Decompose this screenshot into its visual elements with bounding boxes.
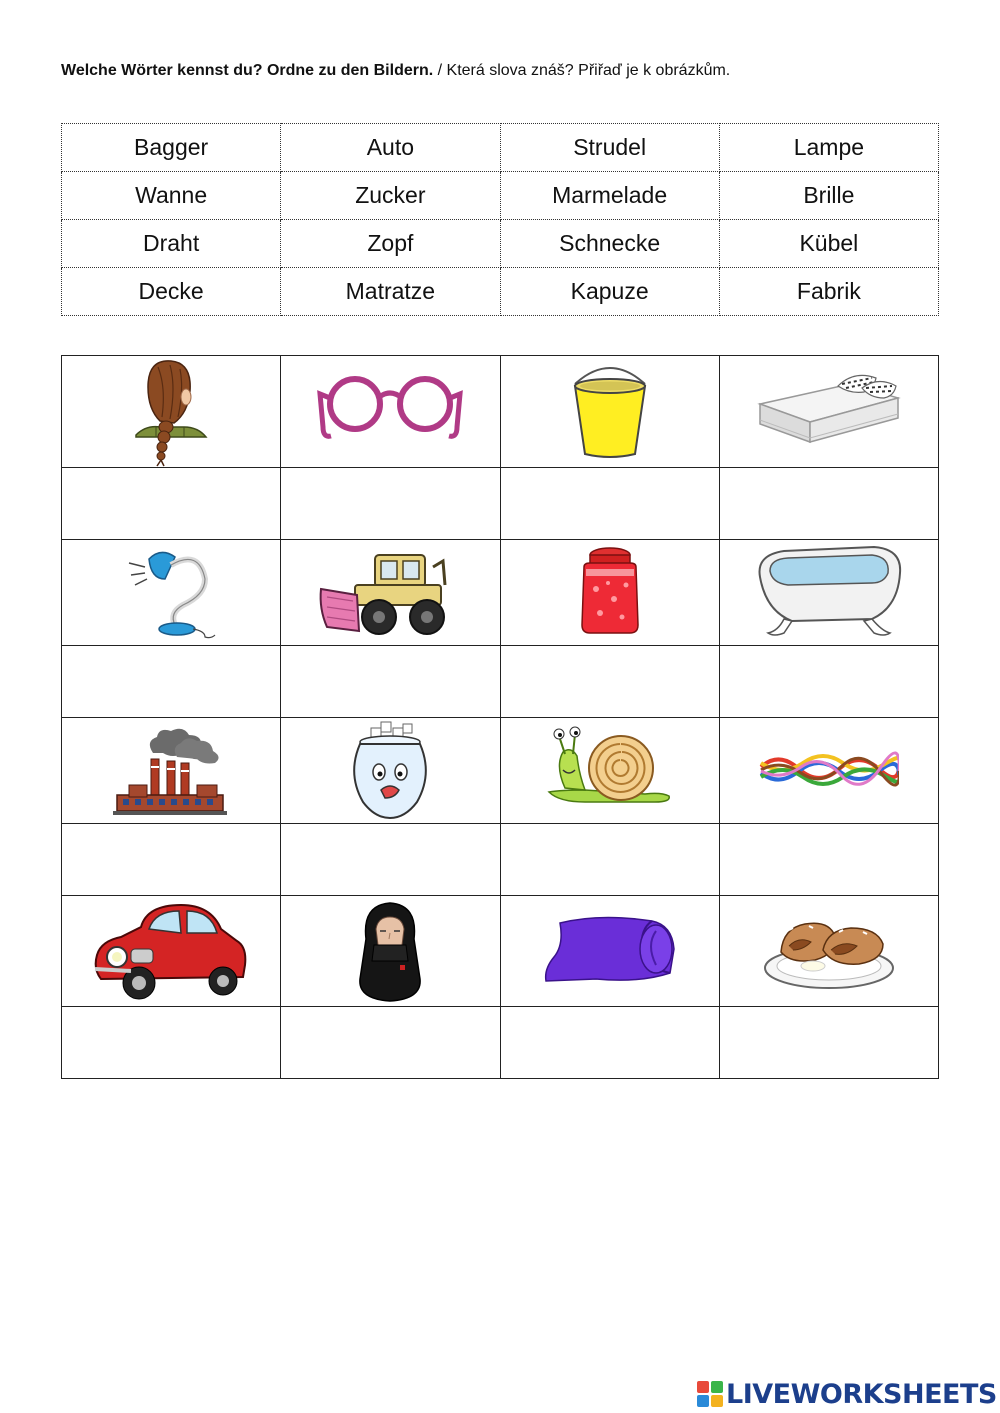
answer-cell-lampe[interactable]: [62, 646, 281, 718]
picture-cell: [281, 718, 500, 824]
word-zucker[interactable]: Zucker: [281, 172, 500, 220]
answer-cell-strudel[interactable]: [719, 1007, 938, 1079]
instruction-czech: / Která slova znáš? Přiřaď je k obrázkům.: [433, 62, 731, 79]
answer-row: [62, 646, 939, 718]
answer-cell-matratze[interactable]: [719, 468, 938, 540]
bulldozer-icon: [315, 545, 465, 640]
picture-cell: [719, 718, 938, 824]
answer-cell-decke[interactable]: [500, 1007, 719, 1079]
word-kapuze[interactable]: Kapuze: [500, 268, 719, 316]
answer-cell-marmelade[interactable]: [500, 646, 719, 718]
picture-cell: [281, 356, 500, 468]
bucket-icon: [565, 362, 655, 462]
word-wanne[interactable]: Wanne: [62, 172, 281, 220]
answer-cell-zopf[interactable]: [62, 468, 281, 540]
word-bank-row: [62, 220, 939, 268]
answer-cell-zucker[interactable]: [281, 824, 500, 896]
picture-cell: [719, 540, 938, 646]
sugar-bowl-icon: [345, 718, 435, 823]
picture-row: [62, 896, 939, 1007]
picture-row: [62, 718, 939, 824]
word-bank-row: [62, 268, 939, 316]
word-marmelade[interactable]: Marmelade: [500, 172, 719, 220]
answer-row: [62, 468, 939, 540]
word-brille[interactable]: Brille: [719, 172, 938, 220]
answer-cell-kuebel[interactable]: [500, 468, 719, 540]
word-decke[interactable]: Decke: [62, 268, 281, 316]
bathtub-icon: [754, 543, 904, 643]
braid-icon: [126, 357, 216, 467]
picture-cell: [719, 896, 938, 1007]
word-strudel[interactable]: Strudel: [500, 124, 719, 172]
answer-cell-schnecke[interactable]: [500, 824, 719, 896]
answer-cell-brille[interactable]: [281, 468, 500, 540]
word-bagger[interactable]: Bagger: [62, 124, 281, 172]
word-lampe[interactable]: Lampe: [719, 124, 938, 172]
picture-cell: [719, 356, 938, 468]
answer-cell-kapuze[interactable]: [281, 1007, 500, 1079]
picture-cell: [281, 896, 500, 1007]
picture-cell: [62, 718, 281, 824]
snail-icon: [545, 726, 675, 816]
desk-lamp-icon: [121, 545, 221, 640]
word-zopf[interactable]: Zopf: [281, 220, 500, 268]
jam-jar-icon: [570, 545, 650, 640]
picture-cell: [500, 540, 719, 646]
strudel-icon: [759, 906, 899, 996]
picture-cell: [62, 356, 281, 468]
factory-icon: [111, 723, 231, 818]
word-auto[interactable]: Auto: [281, 124, 500, 172]
picture-cell: [281, 540, 500, 646]
answer-cell-fabrik[interactable]: [62, 824, 281, 896]
instruction-german: Welche Wörter kennst du? Ordne zu den Bildern.: [61, 62, 434, 79]
word-draht[interactable]: Draht: [62, 220, 281, 268]
picture-grid: [61, 355, 939, 1079]
picture-row: [62, 540, 939, 646]
answer-cell-auto[interactable]: [62, 1007, 281, 1079]
word-bank-table: [61, 123, 939, 316]
word-bank-row: [62, 172, 939, 220]
balaclava-icon: [350, 899, 430, 1004]
answer-cell-wanne[interactable]: [719, 646, 938, 718]
word-kuebel[interactable]: Kübel: [719, 220, 938, 268]
answer-row: [62, 1007, 939, 1079]
picture-cell: [62, 540, 281, 646]
word-bank-row: [62, 124, 939, 172]
answer-cell-bagger[interactable]: [281, 646, 500, 718]
mattress-icon: [754, 364, 904, 459]
logo-mark-icon: [697, 1381, 723, 1407]
glasses-icon: [315, 372, 465, 452]
word-schnecke[interactable]: Schnecke: [500, 220, 719, 268]
answer-row: [62, 824, 939, 896]
picture-cell: [500, 718, 719, 824]
picture-cell: [500, 896, 719, 1007]
word-fabrik[interactable]: Fabrik: [719, 268, 938, 316]
picture-row: [62, 356, 939, 468]
word-matratze[interactable]: Matratze: [281, 268, 500, 316]
instruction-text: [61, 62, 730, 80]
car-icon: [91, 899, 251, 1004]
logo-text: LIVEWORKSHEETS: [726, 1378, 997, 1410]
wires-icon: [759, 741, 899, 801]
answer-cell-draht[interactable]: [719, 824, 938, 896]
picture-cell: [62, 896, 281, 1007]
liveworksheets-logo: [697, 1378, 997, 1410]
picture-cell: [500, 356, 719, 468]
blanket-icon: [540, 909, 680, 994]
